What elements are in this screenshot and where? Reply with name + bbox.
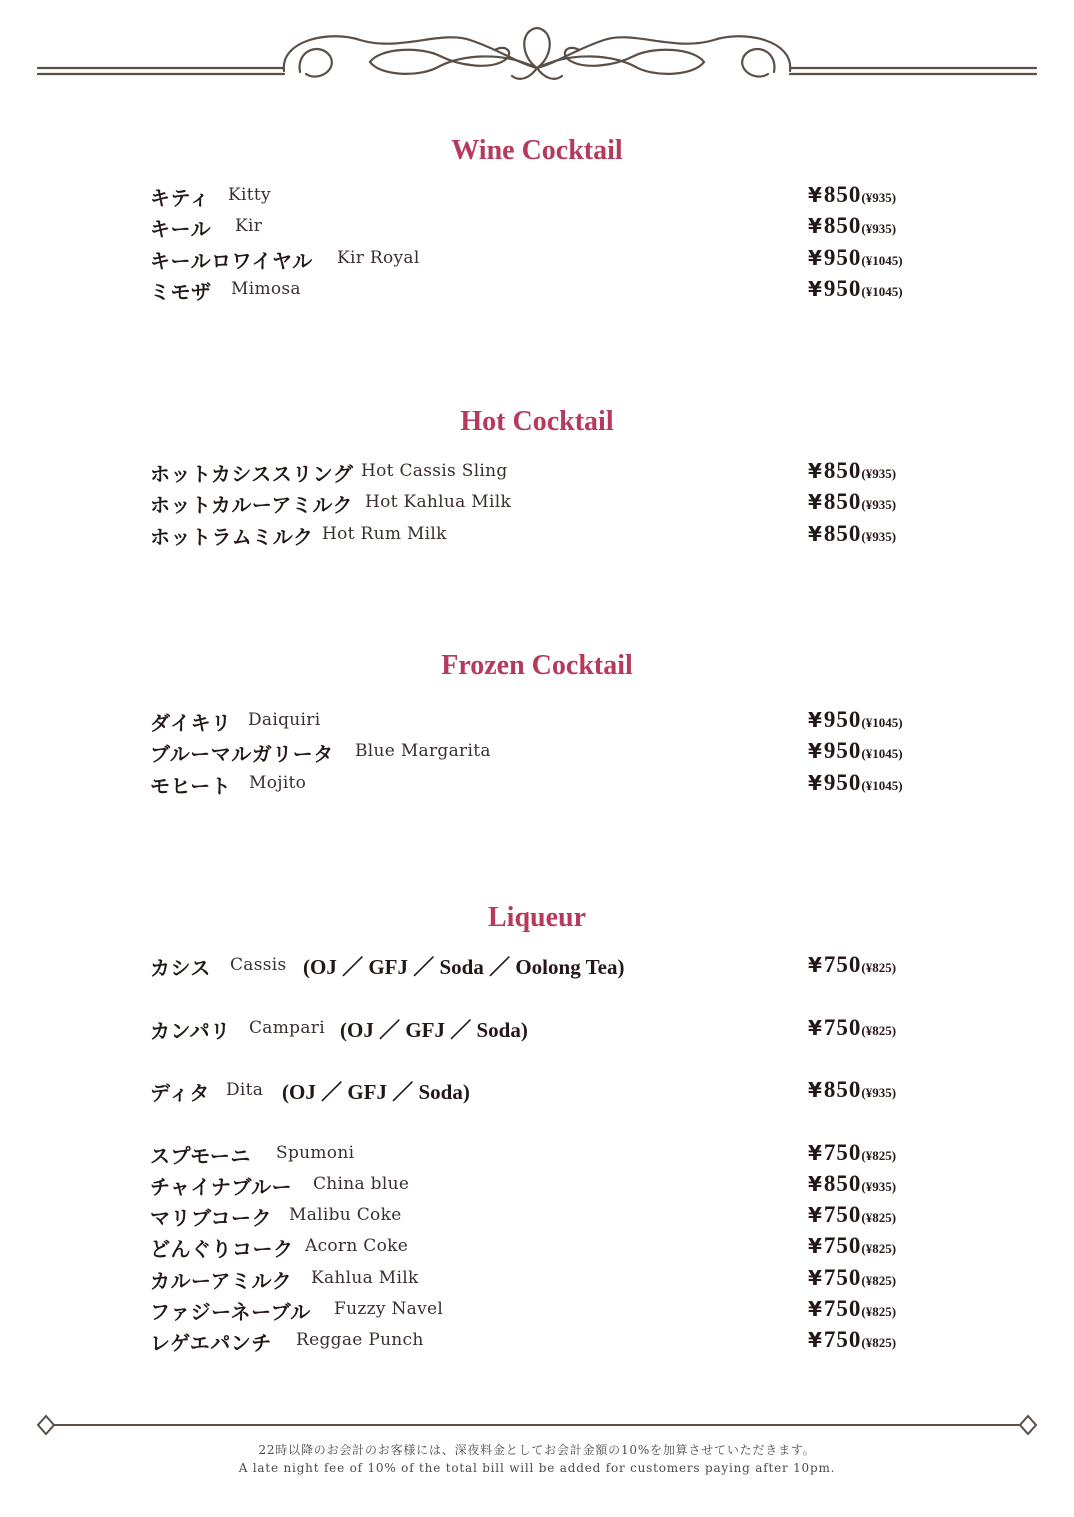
price-amount: 850 xyxy=(823,182,862,207)
section-liqueur xyxy=(0,901,1074,1359)
currency-symbol: ¥ xyxy=(808,1203,822,1228)
item-price xyxy=(808,458,896,484)
currency-symbol: ¥ xyxy=(808,1171,822,1196)
item-name-en: Reggae Punch xyxy=(296,1330,424,1351)
item-price xyxy=(808,1265,896,1291)
menu-item xyxy=(0,245,1074,276)
section-wine-cocktail xyxy=(0,134,1074,307)
menu-item xyxy=(0,1171,1074,1202)
price-amount: 750 xyxy=(823,952,862,977)
currency-symbol: ¥ xyxy=(808,490,822,515)
item-name-jp: カルーアミルク xyxy=(150,1268,293,1293)
price-with-tax: (¥825) xyxy=(861,1335,897,1351)
currency-symbol: ¥ xyxy=(808,708,822,732)
menu-item xyxy=(0,182,1074,213)
currency-symbol: ¥ xyxy=(808,1140,822,1165)
item-price xyxy=(808,952,896,978)
menu-item xyxy=(0,1327,1074,1358)
currency-symbol: ¥ xyxy=(808,1015,822,1040)
item-name-en: Cassis xyxy=(230,955,287,975)
item-name-en: Spumoni xyxy=(276,1142,355,1163)
item-price xyxy=(808,1077,896,1103)
footnote-english: A late night fee of 10% of the total bill will be added for customers paying after 10pm. xyxy=(238,1461,836,1475)
item-name-en: Hot Cassis Sling xyxy=(361,461,508,481)
item-price xyxy=(808,1171,896,1197)
item-name-en: Kitty xyxy=(228,185,271,205)
menu-item xyxy=(0,1015,1074,1078)
item-name-jp: キール xyxy=(150,217,212,242)
price-amount: 750 xyxy=(823,1014,862,1040)
price-with-tax: (¥935) xyxy=(861,190,897,205)
price-amount: 950 xyxy=(823,275,862,301)
item-name-en: Dita xyxy=(226,1080,264,1100)
price-with-tax: (¥825) xyxy=(861,960,897,975)
menu-item xyxy=(0,707,1074,738)
item-price xyxy=(808,1140,896,1166)
price-with-tax: (¥935) xyxy=(861,497,897,513)
currency-symbol: ¥ xyxy=(808,459,822,483)
price-amount: 850 xyxy=(823,213,862,239)
price-amount: 950 xyxy=(823,244,862,270)
price-amount: 850 xyxy=(823,1170,862,1196)
item-name-en: Hot Rum Milk xyxy=(322,523,447,544)
currency-symbol: ¥ xyxy=(808,183,822,207)
price-with-tax: (¥1045) xyxy=(861,283,903,299)
item-name-en: Blue Margarita xyxy=(355,741,491,762)
price-amount: 950 xyxy=(823,738,862,764)
item-name-jp: ホットカルーアミルク xyxy=(150,493,353,518)
price-with-tax: (¥1045) xyxy=(861,715,903,730)
item-name-jp: キティ xyxy=(150,186,210,210)
price-amount: 750 xyxy=(823,1264,862,1290)
price-with-tax: (¥1045) xyxy=(861,777,903,793)
price-with-tax: (¥825) xyxy=(861,1147,897,1163)
item-price xyxy=(808,1327,896,1353)
item-name-jp: ディタ xyxy=(150,1081,210,1105)
item-name-en: Mojito xyxy=(249,772,307,793)
item-name-jp: スプモーニ xyxy=(150,1143,251,1168)
currency-symbol: ¥ xyxy=(808,1078,822,1102)
currency-symbol: ¥ xyxy=(808,770,822,795)
item-name-en: Hot Kahlua Milk xyxy=(365,492,512,513)
item-price xyxy=(808,489,896,515)
item-name-jp: ダイキリ xyxy=(150,711,232,735)
item-name-jp: ホットカシススリング xyxy=(150,462,354,486)
item-name-jp: ホットラムミルク xyxy=(150,524,314,549)
item-name-en: Fuzzy Navel xyxy=(334,1298,444,1319)
item-name-en: Daiquiri xyxy=(248,710,321,730)
section-frozen-cocktail xyxy=(0,649,1074,801)
item-name-jp: ブルーマルガリータ xyxy=(150,742,334,767)
menu-item xyxy=(0,1077,1074,1140)
item-price xyxy=(808,1202,896,1228)
currency-symbol: ¥ xyxy=(808,245,822,270)
currency-symbol: ¥ xyxy=(808,739,822,764)
item-price xyxy=(808,276,903,302)
currency-symbol: ¥ xyxy=(808,1265,822,1290)
item-name-jp: ファジーネーブル xyxy=(150,1299,311,1324)
price-amount: 850 xyxy=(823,458,862,483)
price-with-tax: (¥935) xyxy=(861,466,897,481)
item-price xyxy=(808,770,903,796)
currency-symbol: ¥ xyxy=(808,1328,822,1353)
menu-item xyxy=(0,1233,1074,1264)
price-amount: 750 xyxy=(823,1233,862,1259)
item-price xyxy=(808,1233,896,1259)
mixer-options: (OJ ／ GFJ ／ Soda ／ Oolong Tea) xyxy=(303,955,625,979)
price-amount: 750 xyxy=(823,1139,862,1165)
item-price xyxy=(808,707,903,733)
footnote-japanese: 22時以降のお会計のお客様には、深夜料金としてお会計金額の10%を加算させていただきます。 xyxy=(258,1443,816,1457)
currency-symbol: ¥ xyxy=(808,521,822,546)
item-price xyxy=(808,245,903,271)
item-name-jp: レゲエパンチ xyxy=(150,1331,272,1356)
price-with-tax: (¥935) xyxy=(861,528,897,544)
price-amount: 750 xyxy=(823,1295,862,1321)
menu-item xyxy=(0,1265,1074,1296)
item-name-en: China blue xyxy=(313,1173,410,1194)
price-amount: 750 xyxy=(823,1202,862,1228)
section-title: Wine Cocktail xyxy=(451,135,623,166)
price-with-tax: (¥935) xyxy=(861,1085,897,1100)
price-with-tax: (¥1045) xyxy=(861,252,903,268)
item-name-jp: チャイナブルー xyxy=(150,1174,293,1199)
item-name-jp: ミモザ xyxy=(150,279,212,304)
item-price xyxy=(808,1296,896,1322)
menu-item xyxy=(0,1140,1074,1171)
item-name-jp: モヒート xyxy=(150,773,232,798)
price-amount: 850 xyxy=(823,520,862,546)
menu-item xyxy=(0,489,1074,520)
menu-item xyxy=(0,276,1074,307)
item-name-en: Campari xyxy=(249,1017,325,1038)
menu-item xyxy=(0,458,1074,489)
menu-item xyxy=(0,521,1074,552)
menu-item xyxy=(0,1296,1074,1327)
currency-symbol: ¥ xyxy=(808,276,822,301)
footer-divider xyxy=(30,1410,1044,1440)
item-name-en: Acorn Coke xyxy=(305,1236,409,1257)
item-name-jp: カシス xyxy=(150,956,211,980)
item-name-en: Kir xyxy=(235,216,263,237)
price-with-tax: (¥825) xyxy=(861,1272,897,1288)
price-amount: 950 xyxy=(823,769,862,795)
currency-symbol: ¥ xyxy=(808,1234,822,1259)
price-with-tax: (¥825) xyxy=(861,1241,897,1257)
item-name-en: Kahlua Milk xyxy=(311,1267,419,1288)
currency-symbol: ¥ xyxy=(808,214,822,239)
mixer-options: (OJ ／ GFJ ／ Soda) xyxy=(340,1017,528,1042)
section-title: Hot Cocktail xyxy=(460,406,614,437)
price-with-tax: (¥1045) xyxy=(861,746,903,762)
item-price xyxy=(808,521,896,547)
item-name-en: Mimosa xyxy=(231,278,301,299)
price-amount: 850 xyxy=(823,489,862,515)
item-price xyxy=(808,182,896,208)
item-price xyxy=(808,1015,896,1041)
price-amount: 850 xyxy=(823,1077,862,1102)
price-with-tax: (¥935) xyxy=(861,221,897,237)
menu-item xyxy=(0,1202,1074,1233)
top-flourish-ornament xyxy=(0,0,1074,110)
price-amount: 750 xyxy=(823,1327,862,1353)
item-name-jp: カンパリ xyxy=(150,1018,231,1043)
price-with-tax: (¥825) xyxy=(861,1303,897,1319)
currency-symbol: ¥ xyxy=(808,1296,822,1321)
item-name-en: Kir Royal xyxy=(337,247,420,268)
currency-symbol: ¥ xyxy=(808,953,822,977)
section-hot-cocktail xyxy=(0,405,1074,552)
menu-item xyxy=(0,952,1074,1015)
price-amount: 950 xyxy=(823,707,862,732)
item-price xyxy=(808,738,903,764)
item-name-jp: キールロワイヤル xyxy=(150,248,313,273)
price-with-tax: (¥825) xyxy=(861,1210,897,1226)
menu-item xyxy=(0,770,1074,801)
section-title: Frozen Cocktail xyxy=(441,650,633,681)
mixer-options: (OJ ／ GFJ ／ Soda) xyxy=(282,1080,470,1104)
menu-item xyxy=(0,738,1074,769)
price-with-tax: (¥825) xyxy=(861,1022,897,1038)
item-name-jp: マリブコーク xyxy=(150,1206,272,1231)
section-title: Liqueur xyxy=(487,902,587,933)
item-name-jp: どんぐりコーク xyxy=(150,1237,294,1262)
item-price xyxy=(808,213,896,239)
item-name-en: Malibu Coke xyxy=(289,1205,402,1226)
price-with-tax: (¥935) xyxy=(861,1178,897,1194)
menu-item xyxy=(0,213,1074,244)
